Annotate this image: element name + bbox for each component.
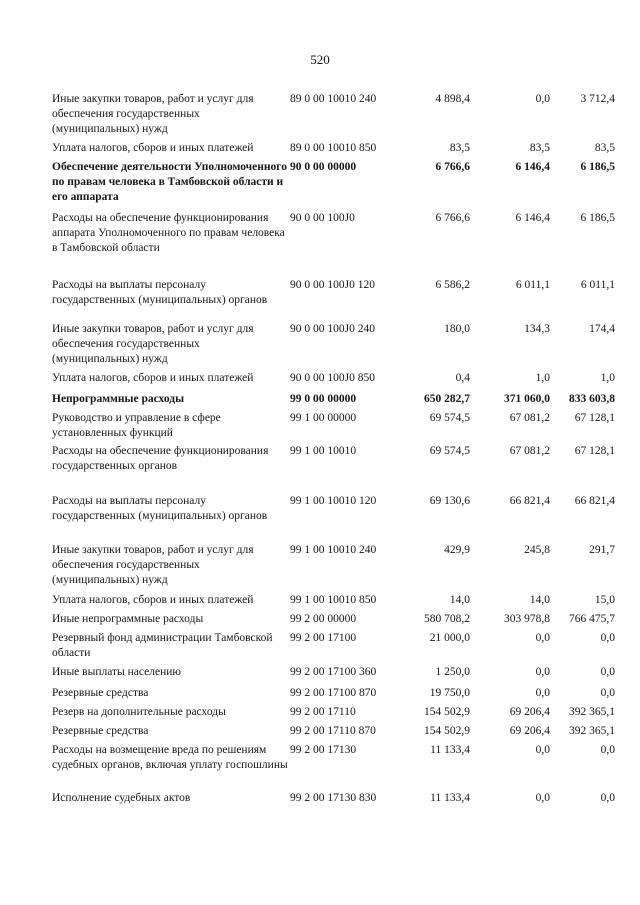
row-name: Расходы на обеспечение функционирования государственных органов (52, 445, 269, 472)
row-value-2020: 69 574,5 (429, 412, 470, 424)
row-value-2021: 0,0 (535, 792, 550, 804)
row-name: Иные закупки товаров, работ и услуг для обеспечения государственных (муниципальных) нужд (52, 544, 254, 586)
row-code: 90 0 00 100J0 (290, 212, 355, 224)
row-value-2022: 0,0 (600, 687, 615, 699)
row-code: 90 0 00 100J0 120 (290, 279, 375, 291)
row-code: 99 1 00 00000 (290, 412, 357, 424)
row-code: 99 2 00 17110 (290, 706, 356, 718)
row-code: 99 2 00 17100 360 (290, 666, 377, 678)
row-value-2021: 83,5 (529, 142, 550, 154)
row-code: 99 0 00 00000 (290, 393, 357, 405)
row-value-2022: 833 603,8 (569, 393, 615, 405)
row-name: Расходы на выплаты персоналу государственных (муниципальных) органов (52, 279, 268, 306)
row-code: 99 1 00 10010 240 (290, 544, 377, 556)
row-code: 89 0 00 10010 240 (290, 93, 377, 105)
row-name: Иные выплаты населению (52, 666, 181, 678)
row-value-2020: 580 708,2 (424, 613, 470, 625)
row-value-2020: 69 130,6 (429, 495, 470, 507)
row-code: 99 2 00 00000 (290, 613, 357, 625)
row-value-2022: 392 365,1 (569, 725, 615, 737)
row-value-2022: 1,0 (600, 372, 615, 384)
row-value-2021: 67 081,2 (509, 412, 550, 424)
row-value-2020: 83,5 (449, 142, 470, 154)
row-value-2022: 67 128,1 (574, 412, 615, 424)
row-code: 99 2 00 17130 (290, 744, 357, 756)
row-value-2021: 1,0 (535, 372, 550, 384)
row-value-2020: 180,0 (444, 323, 470, 335)
row-value-2020: 154 502,9 (424, 725, 470, 737)
row-value-2022: 0,0 (600, 632, 615, 644)
row-value-2021: 245,8 (524, 544, 550, 556)
row-code: 99 2 00 17100 870 (290, 687, 377, 699)
row-value-2021: 67 081,2 (509, 445, 550, 457)
row-code: 90 0 00 100J0 240 (290, 323, 375, 335)
row-value-2022: 392 365,1 (569, 706, 615, 718)
row-value-2020: 6 766,6 (435, 212, 470, 224)
row-value-2022: 6 011,1 (580, 279, 615, 291)
row-code: 99 1 00 10010 850 (290, 594, 377, 606)
row-value-2022: 291,7 (589, 544, 615, 556)
row-value-2021: 0,0 (535, 93, 550, 105)
row-name: Резервные средства (52, 687, 149, 699)
row-value-2021: 69 206,4 (509, 725, 550, 737)
row-name: Руководство и управление в сфере установленных функций (52, 412, 221, 439)
row-name: Расходы на возмещение вреда по решениям судебных органов, включая уплату госпошлины (52, 744, 288, 771)
page-number: 520 (310, 52, 330, 67)
row-value-2020: 14,0 (449, 594, 470, 606)
row-value-2021: 6 011,1 (515, 279, 550, 291)
row-value-2022: 6 186,5 (580, 212, 615, 224)
row-value-2021: 0,0 (535, 666, 550, 678)
row-name: Уплата налогов, сборов и иных платежей (52, 594, 254, 606)
row-value-2020: 1 250,0 (435, 666, 470, 678)
row-code: 99 1 00 10010 120 (290, 495, 377, 507)
row-value-2020: 69 574,5 (429, 445, 470, 457)
row-code: 89 0 00 10010 850 (290, 142, 377, 154)
row-value-2020: 6 586,2 (435, 279, 470, 291)
row-value-2020: 429,9 (444, 544, 470, 556)
row-value-2021: 66 821,4 (509, 495, 550, 507)
row-value-2020: 6 766,6 (435, 161, 470, 173)
row-name: Уплата налогов, сборов и иных платежей (52, 142, 254, 154)
row-value-2022: 0,0 (600, 666, 615, 678)
row-value-2021: 303 978,8 (504, 613, 550, 625)
row-name: Иные закупки товаров, работ и услуг для обеспечения государственных (муниципальных) нужд (52, 323, 254, 365)
row-value-2020: 11 133,4 (430, 792, 470, 804)
row-name: Обеспечение деятельности Уполномоченного по правам человека в Тамбовской области и его аппарата (52, 161, 287, 203)
row-name: Резервные средства (52, 725, 149, 737)
row-value-2022: 0,0 (600, 792, 615, 804)
row-value-2021: 134,3 (524, 323, 550, 335)
row-name: Резервный фонд администрации Тамбовской области (52, 632, 273, 659)
row-value-2020: 650 282,7 (424, 393, 470, 405)
row-name: Иные закупки товаров, работ и услуг для обеспечения государственных (муниципальных) нужд (52, 93, 254, 135)
row-value-2020: 21 000,0 (429, 632, 470, 644)
row-value-2020: 11 133,4 (430, 744, 470, 756)
row-value-2021: 69 206,4 (509, 706, 550, 718)
row-value-2022: 766 475,7 (569, 613, 615, 625)
row-code: 99 1 00 10010 (290, 445, 357, 457)
row-code: 99 2 00 17130 830 (290, 792, 377, 804)
row-value-2020: 19 750,0 (429, 687, 470, 699)
row-value-2022: 83,5 (594, 142, 615, 154)
row-value-2022: 0,0 (600, 744, 615, 756)
row-value-2021: 0,0 (535, 632, 550, 644)
row-value-2022: 6 186,5 (580, 161, 615, 173)
row-value-2022: 174,4 (589, 323, 615, 335)
row-value-2021: 0,0 (535, 744, 550, 756)
row-name: Расходы на обеспечение функционирования аппарата Уполномоченного по правам человека в Тамбовской области (52, 212, 285, 254)
row-name: Исполнение судебных актов (52, 792, 191, 804)
row-value-2020: 154 502,9 (424, 706, 470, 718)
row-code: 99 2 00 17100 (290, 632, 357, 644)
row-value-2022: 3 712,4 (580, 93, 615, 105)
row-value-2021: 371 060,0 (504, 393, 550, 405)
row-value-2022: 15,0 (594, 594, 615, 606)
row-code: 90 0 00 100J0 850 (290, 372, 375, 384)
row-value-2021: 6 146,4 (515, 161, 550, 173)
row-code: 99 2 00 17110 870 (290, 725, 376, 737)
row-name: Уплата налогов, сборов и иных платежей (52, 372, 254, 384)
row-value-2020: 4 898,4 (435, 93, 470, 105)
row-name: Расходы на выплаты персоналу государственных (муниципальных) органов (52, 495, 268, 522)
row-name: Иные непрограммные расходы (52, 613, 204, 625)
row-value-2020: 0,4 (455, 372, 470, 384)
row-value-2022: 66 821,4 (574, 495, 615, 507)
row-value-2021: 0,0 (535, 687, 550, 699)
row-value-2021: 6 146,4 (515, 212, 550, 224)
row-name: Непрограммные расходы (52, 393, 185, 405)
row-code: 90 0 00 00000 (290, 161, 357, 173)
row-name: Резерв на дополнительные расходы (52, 706, 226, 718)
row-value-2021: 14,0 (529, 594, 550, 606)
row-value-2022: 67 128,1 (574, 445, 615, 457)
